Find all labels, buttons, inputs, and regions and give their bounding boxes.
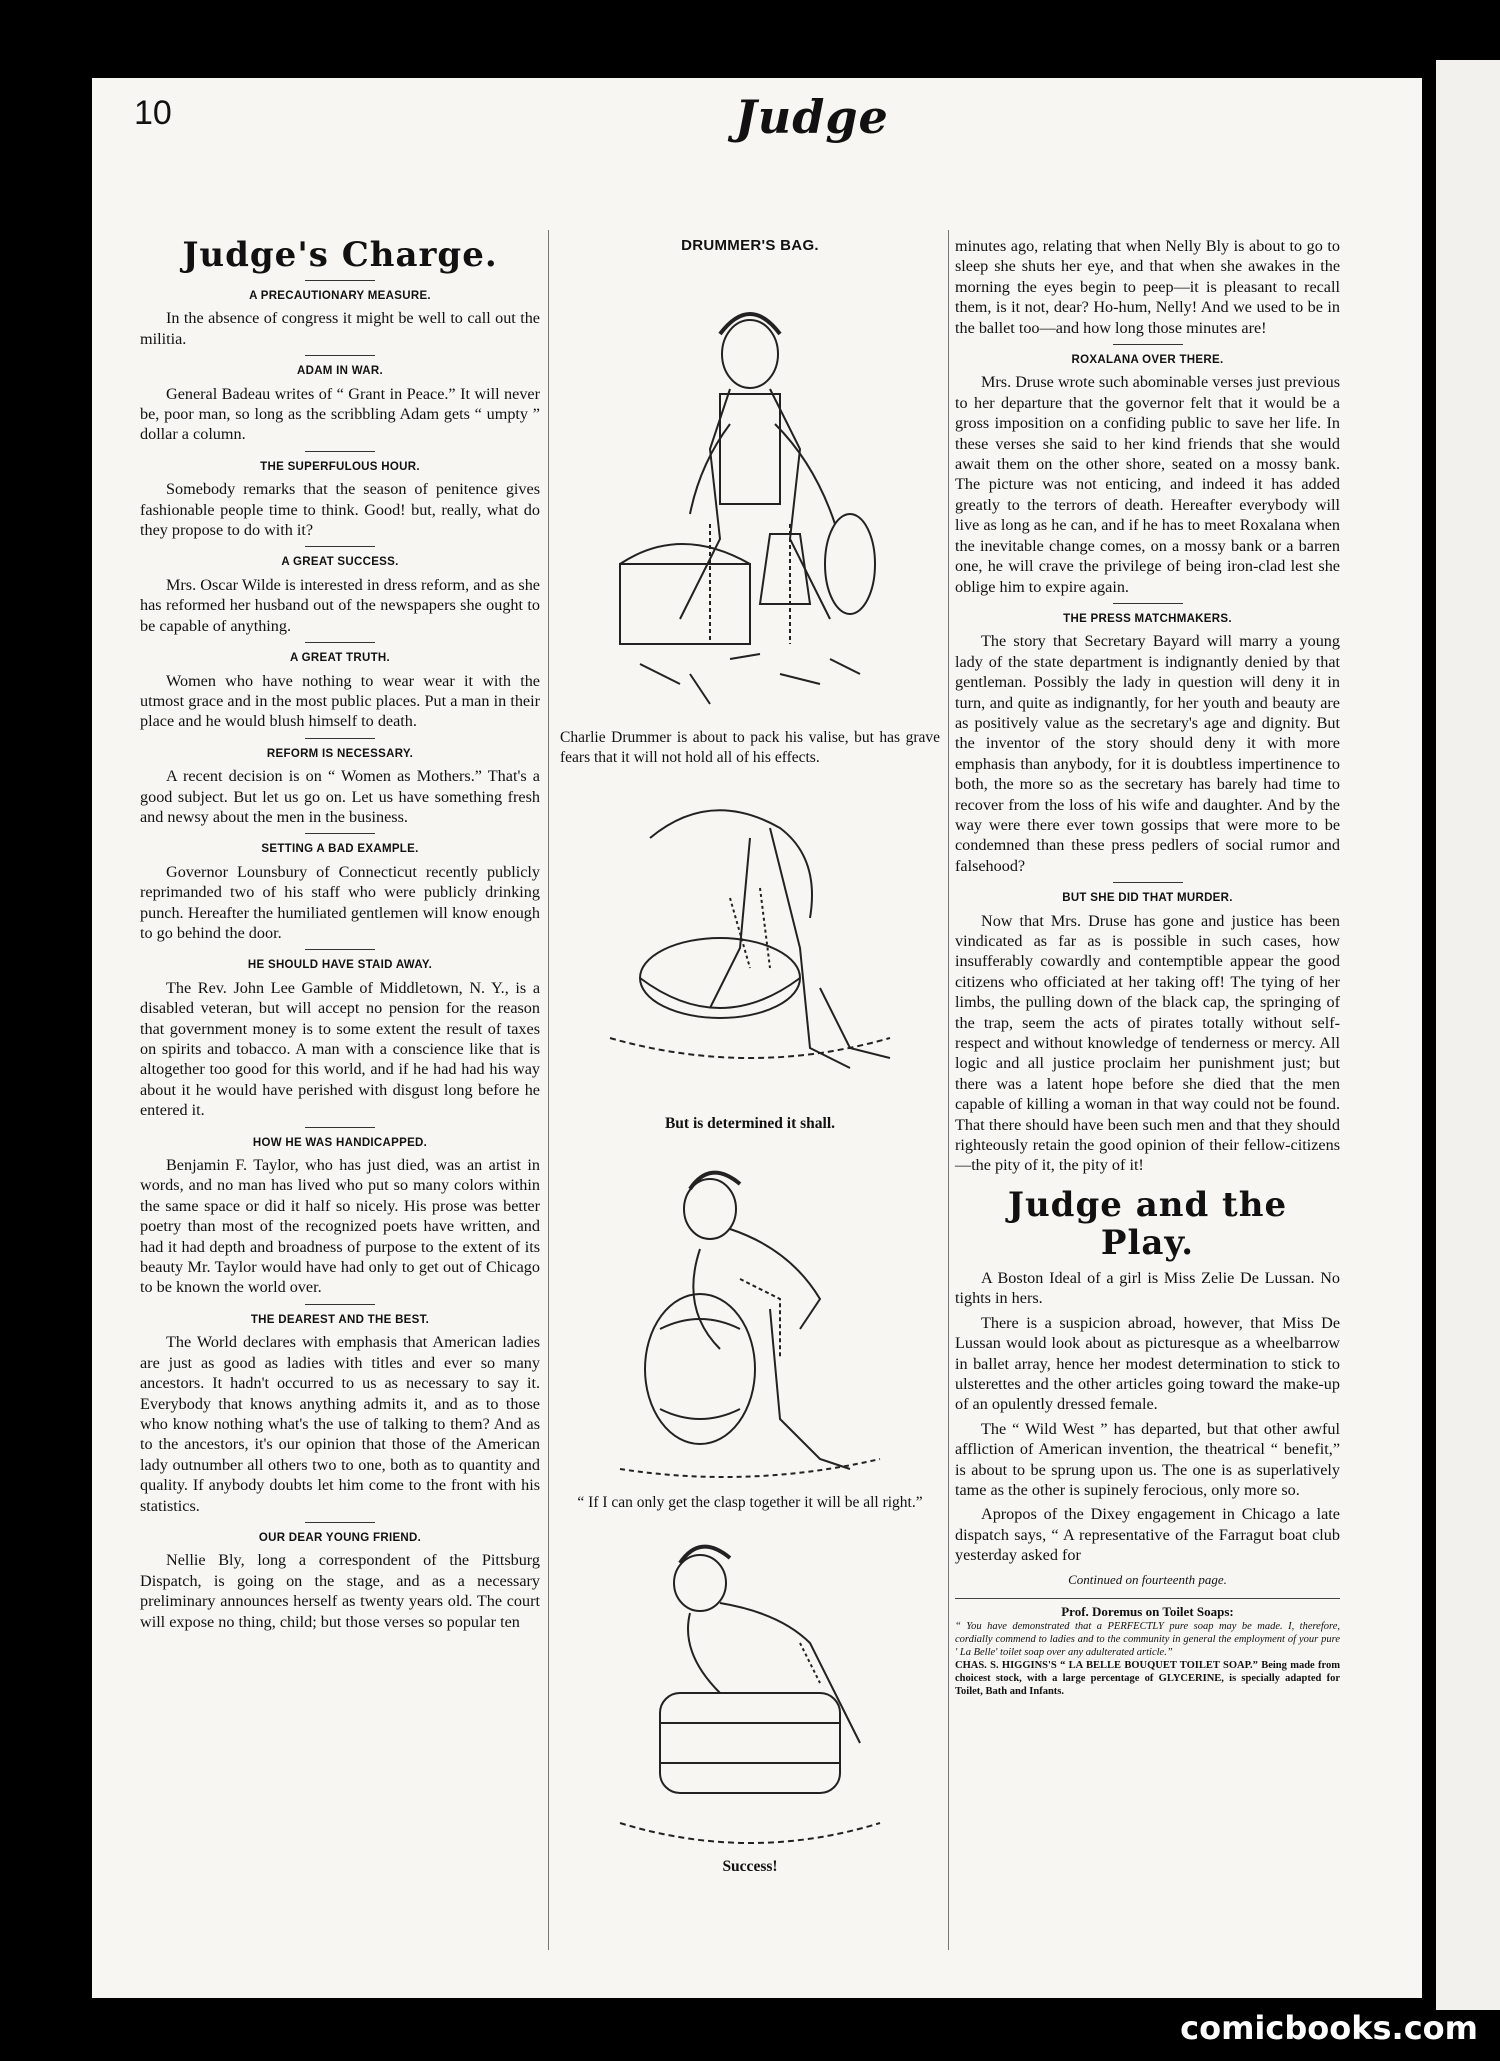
play-title: Judge and the Play. <box>1007 1184 1288 1263</box>
section-heading: THE PRESS MATCHMAKERS. <box>955 603 1340 629</box>
intro-paragraph: minutes ago, relating that when Nelly Bly is about to go to sleep she shuts her eye, and that when she awakes in the morning the eyes begin to peep—it is pleasant to recall them, is it not, dear? Ho-hum, Nelly! And we used to be in the ballet too—and how long those minutes are! <box>955 237 1340 337</box>
column-title: Judge's Charge. <box>182 235 498 275</box>
article-list-2 <box>955 344 1340 1176</box>
page-number: 10 <box>134 94 172 132</box>
column-continued <box>955 236 1340 1698</box>
section-heading: ROXALANA OVER THERE. <box>955 344 1340 370</box>
watermark: comicbooks.com <box>1180 2009 1478 2047</box>
section-heading: THE DEAREST AND THE BEST. <box>140 1304 540 1330</box>
section-text: The story that Secretary Bayard will marry a young lady of the state department is indignantly denied by that gentleman. Possibly the lady in question will deny it in turn, and quite as indignantly, for her youth and beauty are as positively value as the secretary's age and dignity. But the inventor of the story should deny it with more emphasis than anybody, for it is doubtless impertinence to both, the more so as the secretary has barely had time to recover from the loss of his wife and daughter. And by the way were there ever town gossips that were more to be condemned than these press pedlers of social rumor and falsehood? <box>955 632 1340 875</box>
section-heading: HOW HE WAS HANDICAPPED. <box>140 1127 540 1153</box>
section-heading: A PRECAUTIONARY MEASURE. <box>140 280 540 306</box>
caption-2: But is determined it shall. <box>664 1115 836 1133</box>
section-heading: THE SUPERFULOUS HOUR. <box>140 451 540 477</box>
caption-3: “ If I can only get the clasp together it will be all right.” <box>577 1493 923 1511</box>
section-heading: A GREAT TRUTH. <box>140 642 540 668</box>
article-list <box>140 280 540 1632</box>
column-rule-2 <box>948 230 949 1950</box>
play-paragraph: There is a suspicion abroad, however, that Miss De Lussan would look about as picturesque as a wheelbarrow in ballet array, hence her modest determination to stick to ulsterettes and the other articles going toward the make-up of an opulently dressed female. <box>955 1313 1340 1414</box>
column-drummers-bag <box>560 236 940 1891</box>
ad-title: Prof. Doremus on Toilet Soaps: <box>1061 1603 1234 1619</box>
section-heading: BUT SHE DID THAT MURDER. <box>955 882 1340 908</box>
section-heading: ADAM IN WAR. <box>140 355 540 381</box>
drummer-illustration-4 <box>600 1523 900 1853</box>
play-paragraph: The “ Wild West ” has departed, but that other awful affliction of American invention, the theatrical “ benefit,” is about to be sprung upon us. The one is as superlatively tame as the other is supinely ferocious, only more so. <box>955 1419 1340 1499</box>
section-text: Governor Lounsbury of Connecticut recently publicly reprimanded two of his staff who were publicly drinking punch. Hereafter the humiliated gentlemen will know enough to go behind the door. <box>140 862 540 942</box>
section-heading: OUR DEAR YOUNG FRIEND. <box>140 1522 540 1548</box>
ad-body: CHAS. S. HIGGINS'S “ LA BELLE BOUQUET TOILET SOAP.” Being made from choicest stock, with a large percentage of GLYCERINE, is specially adapted for Toilet, Bath and Infants. <box>955 1659 1340 1697</box>
section-text: Mrs. Oscar Wilde is interested in dress reform, and as she has reformed her husband out of the newspapers she ought to be capable of anything. <box>140 575 540 635</box>
section-text: Now that Mrs. Druse has gone and justice has been vindicated as far as is possible in such cases, how insufferably cowardly and contemptible appear the good citizens who officiated at her taking off! The tying of her limbs, the pulling down of the black cap, the springing of the trap, seem the acts of pirates totally without self-respect and without knowledge of tenderness or mercy. All logic and all justice proclaim her punishment just; but there was a latent hope before she died that the men capable of killing a woman in that way could not be found. That there should have been such men and that they should righteously retain the good opinion of their fellow-citizens—the pity of it, the pity of it! <box>955 911 1340 1175</box>
section-text: Women who have nothing to wear wear it with the utmost grace and in the most public places. Put a man in their place and he would blush himself to death. <box>140 671 540 731</box>
drummer-illustration-2 <box>590 778 910 1108</box>
section-text: The Rev. John Lee Gamble of Middletown, N. Y., is a disabled veteran, but will accept no pension for the reason that government money is to some extent the result of taxes on spirits and tobacco. A man with a conscience like that is altogether too good for this world, and if he had had his way about it he would have perished with disgust long before he entered it. <box>140 978 540 1120</box>
play-paragraph: Apropos of the Dixey engagement in Chicago a late dispatch says, “ A representative of the Farragut boat club yesterday asked for <box>955 1505 1340 1565</box>
section-heading: HE SHOULD HAVE STAID AWAY. <box>140 949 540 975</box>
drummer-illustration-3 <box>600 1149 900 1489</box>
section-heading: A GREAT SUCCESS. <box>140 546 540 572</box>
play-paragraphs <box>955 1268 1340 1566</box>
section-text: The World declares with emphasis that American ladies are just as good as ladies with titles and ever so many ancestors. It hadn't occurred to us as necessary to say it. Everybody that knows anything admits it, and as to those who know nothing what's the use of talking to them? And as to the ancestors, it's our opinion that those of the American lady outnumber all others two to one, both as to quantity and quality. If anybody doubts let him come to the front with his statistics. <box>140 1333 540 1515</box>
caption-1: Charlie Drummer is about to pack his valise, but has grave fears that it will not hold all of his effects. <box>560 729 940 767</box>
caption-4: Success! <box>722 1857 778 1875</box>
column-judges-charge <box>140 236 540 1636</box>
cartoon-heading: DRUMMER'S BAG. <box>681 237 819 254</box>
column-rule-1 <box>548 230 549 1950</box>
section-text: Nellie Bly, long a correspondent of the Pittsburg Dispatch, is going on the stage, and as a necessary preliminary announces herself as twenty years old. The court will expose no thing, child; but those verses so popular ten <box>140 1551 540 1631</box>
section-heading: REFORM IS NECESSARY. <box>140 738 540 764</box>
masthead: Judge <box>735 90 889 144</box>
continued-note: Continued on fourteenth page. <box>1068 1571 1227 1587</box>
next-page-edge <box>1436 60 1500 2010</box>
section-text: In the absence of congress it might be well to call out the militia. <box>140 309 540 348</box>
soap-advertisement <box>955 1598 1340 1698</box>
section-text: Somebody remarks that the season of penitence gives fashionable people time to think. Good! but, really, what do they propose to do with it? <box>140 480 540 540</box>
play-paragraph: A Boston Ideal of a girl is Miss Zelie De Lussan. No tights in hers. <box>955 1268 1340 1308</box>
ad-quote: “ You have demonstrated that a PERFECTLY pure soap may be made. I, therefore, cordially commend to ladies and to the community in general the employment of your pure ' La Belle' toilet soap over any adulterated article.” <box>955 1620 1340 1658</box>
section-text: A recent decision is on “ Women as Mothers.” That's a good subject. But let us go on. Let us have something fresh and newsy about the men in the business. <box>140 767 540 826</box>
section-text: General Badeau writes of “ Grant in Peace.” It will never be, poor man, so long as the scribbling Adam gets “ umpty ” dollar a column. <box>140 384 540 444</box>
section-heading: SETTING A BAD EXAMPLE. <box>140 833 540 859</box>
section-text: Benjamin F. Taylor, who has just died, was an artist in words, and no man has lived who put so many colors within the same space or did it half so nicely. His prose was better poetry than most of the recognized poets have written, and had it had depth and broadness of purpose to the extent of its beauty Mr. Taylor would have had only to get out of Chicago to be known the world over. <box>140 1156 540 1297</box>
section-text: Mrs. Druse wrote such abominable verses just previous to her departure that the governor felt that it would be a gross imposition on a confiding public to save her life. In these verses she said to her kind friends that she would await them on the other shore, seated on a mossy bank. The picture was not enticing, and indeed it has added greatly to the terrors of death. Hereafter everybody will live as long as he can, and if he has to meet Roxalana when the inevitable change comes, on a mossy bank or a barren one, he will crave the privilege of being iron-clad lest she oblige him to expire again. <box>955 373 1340 596</box>
drummer-illustration-1 <box>580 264 920 724</box>
